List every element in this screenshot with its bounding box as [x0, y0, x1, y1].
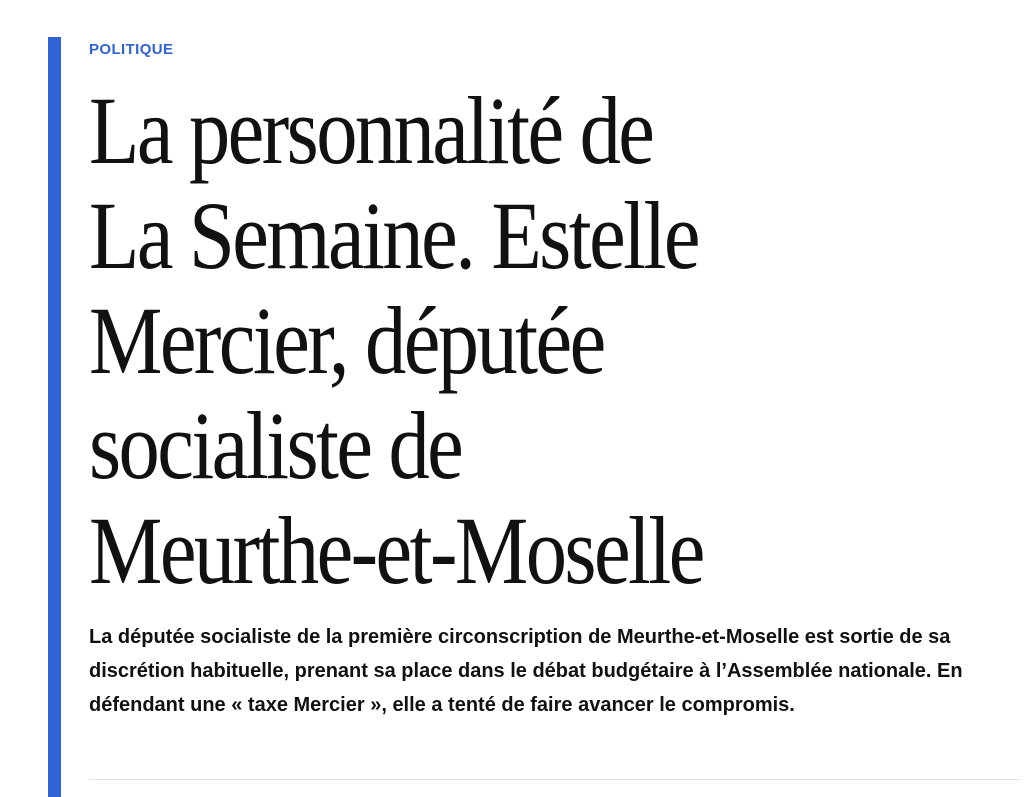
headline-line: La personnalité de	[89, 77, 653, 184]
article-headline	[89, 78, 880, 603]
headline-line: Meurthe-et-Moselle	[89, 497, 703, 604]
category-link[interactable]: POLITIQUE	[89, 41, 174, 58]
divider	[89, 779, 1019, 780]
article-lede: La députée socialiste de la première circonscription de Meurthe-et-Moselle est sortie de sa discrétion habituelle, prenant sa place dans le débat budgétaire à l’Assemblée nationale. En défendant une « taxe Mercier », elle a tenté de faire avancer le compromis.	[89, 626, 963, 716]
headline-line: socialiste de	[89, 392, 462, 499]
article	[89, 0, 1019, 797]
headline-line: La Semaine. Estelle	[89, 182, 698, 289]
headline-line: Mercier, députée	[89, 287, 604, 394]
section-accent-bar	[48, 37, 61, 797]
